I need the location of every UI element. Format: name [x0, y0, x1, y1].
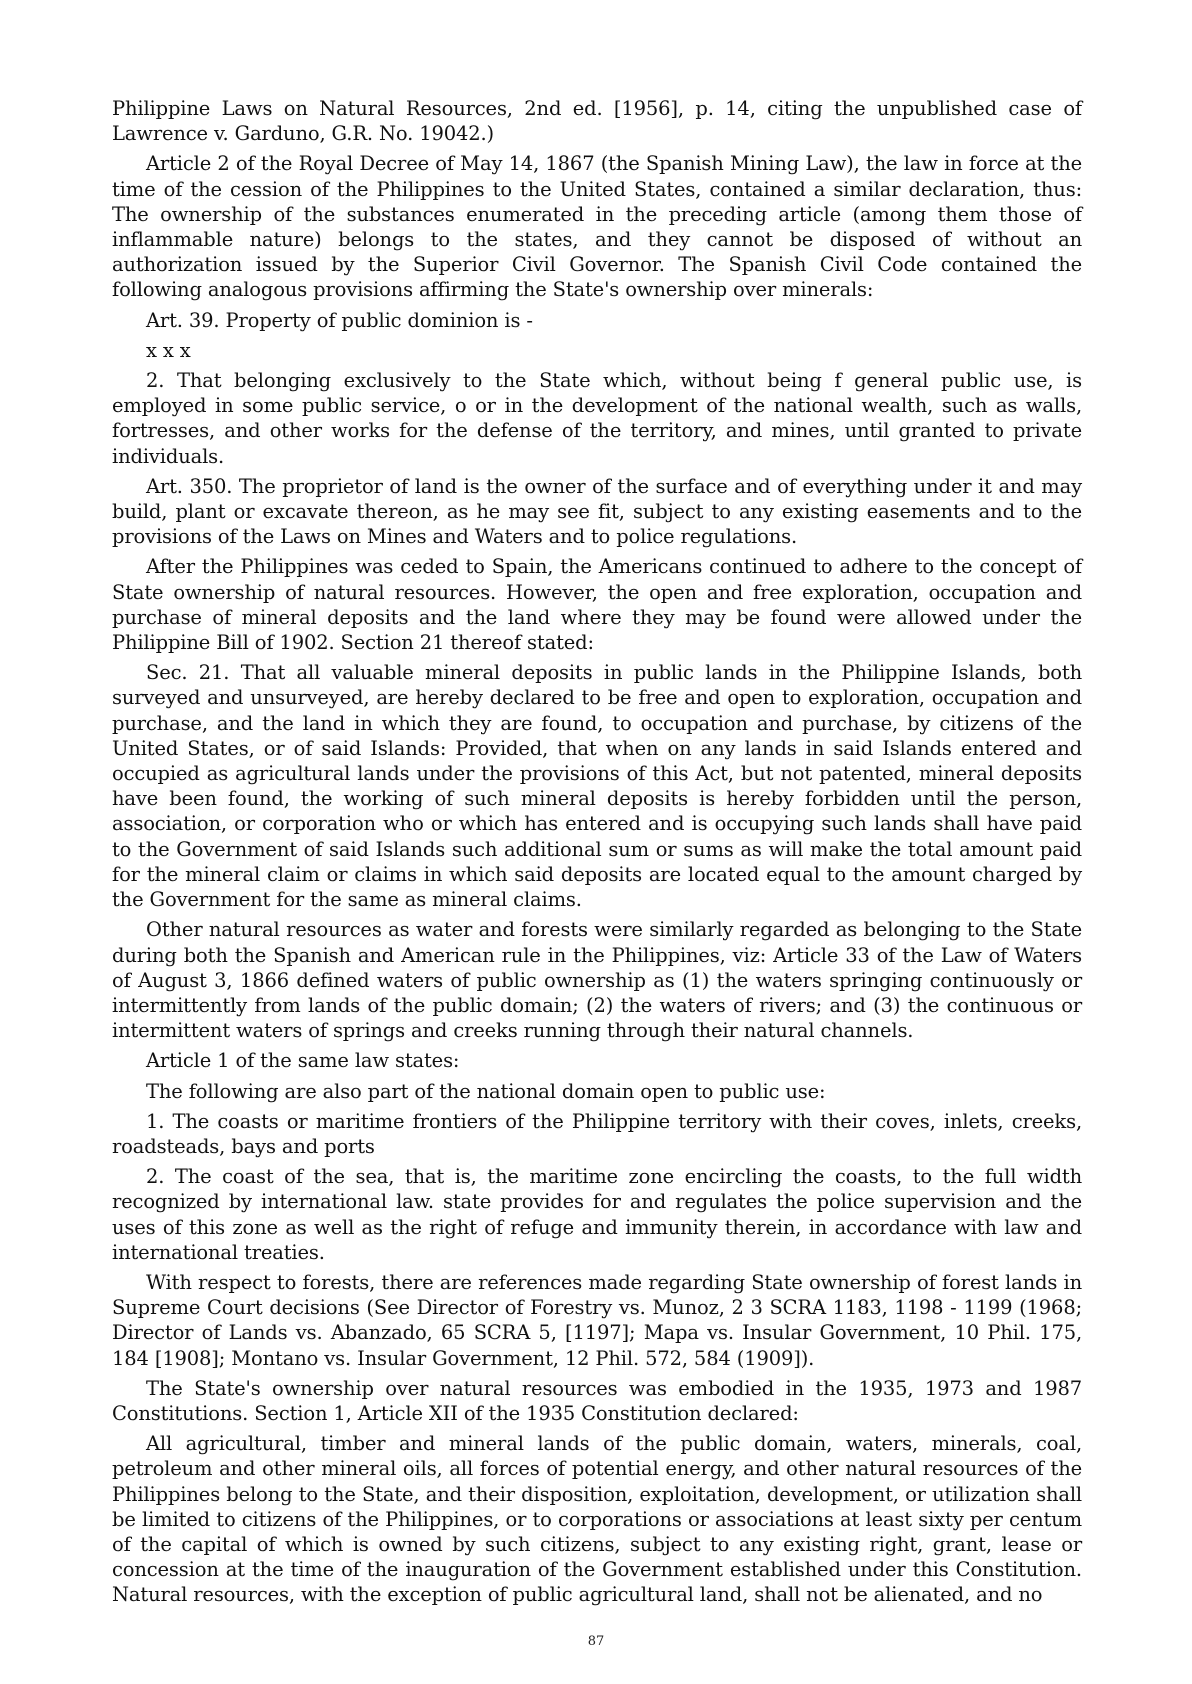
page-number: 87: [587, 1634, 605, 1649]
paragraph-ellipsis: x x x: [146, 338, 191, 362]
paragraph-article-1: Article 1 of the same law states:: [146, 1049, 460, 1073]
paragraph-american-rule: After the Philippines was ceded to Spain, the Americans continued to adhere to the concept of State ownership of natural resources. However, the open and free exploration, occupation and purchase of mineral deposits and the land where they may be found were allowed under the Philippine Bill of 1902. Section 21 thereof stated:: [112, 555, 1082, 655]
paragraph-sec-21: Sec. 21. That all valuable mineral deposits in public lands in the Philippine Islands, both surveyed and unsurveyed, are hereby declared to be free and open to exploration, occupation and purchase, and the land in which they are found, to occupation and purchase, by citizens of the United States, or of said Islands: Provided, that when on any lands in said Islands entered and occupied as agricultural lands under the provisions of this Act, but not patented, mineral deposits have been found, the working of such mineral deposits is hereby forbidden until the person, association, or corporation who or which has entered and is occupying such lands shall have paid to the Government of said Islands such additional sum or sums as will make the total amount paid for the mineral claim or claims in which said deposits are located equal to the amount charged by the Government for the same as mineral claims.: [112, 661, 1082, 912]
paragraph-1935-constitution-text: All agricultural, timber and mineral lands of the public domain, waters, minerals, coal, petroleum and other mineral oils, all forces of potential energy, and other natural resources of the Philippines belong to the State, and their disposition, exploitation, development, or utilization shall be limited to citizens of the Philippines, or to corporations or associations at least sixty per centum of the capital of which is owned by such citizens, subject to any existing right, grant, lease or concession at the time of the inauguration of the Government established under this Constitution. Natural resources, with the exception of public agricultural land, shall not be alienated, and no: [112, 1432, 1082, 1607]
paragraph-national-domain: The following are also part of the national domain open to public use:: [146, 1079, 826, 1103]
paragraph-art-350: Art. 350. The proprietor of land is the owner of the surface and of everything under it and may build, plant or excavate thereon, as he may see fit, subject to any existing easements and to the provisions of the Laws on Mines and Waters and to police regulations.: [112, 474, 1082, 549]
paragraph-constitutions: The State's ownership over natural resources was embodied in the 1935, 1973 and 1987 Constitutions. Section 1, Article XII of the 1935 Constitution declared:: [112, 1376, 1082, 1425]
paragraph-law-of-waters: Other natural resources as water and forests were similarly regarded as belonging to the State during both the Spanish and American rule in the Philippines, viz: Article 33 of the Law of Waters of August 3, 1866 defined waters of public ownership as (1) the waters springing continuously or intermittently from lands of the public domain; (2) the waters of rivers; and (3) the continuous or intermittent waters of springs and creeks running through their natural channels.: [112, 918, 1082, 1043]
paragraph-continuation: Philippine Laws on Natural Resources, 2nd ed. [1956], p. 14, citing the unpublished case of Lawrence v. Garduno, G.R. No. 19042.): [112, 97, 1082, 146]
paragraph-royal-decree: Article 2 of the Royal Decree of May 14, 1867 (the Spanish Mining Law), the law in force at the time of the cession of the Philippines to the United States, contained a similar declaration, thus: The ownership of the substances enumerated in the preceding article (among them those of inflammable nature) belongs to the states, and they cannot be disposed of without an authorization issued by the Superior Civil Governor. The Spanish Civil Code contained the following analogous provisions affirming the State's ownership over minerals:: [112, 152, 1082, 302]
page-body: [112, 96, 1082, 1613]
paragraph-forests: With respect to forests, there are references made regarding State ownership of forest lands in Supreme Court decisions (See Director of Forestry vs. Munoz, 2 3 SCRA 1183, 1198 - 1199 (1968; Director of Lands vs. Abanzado, 65 SCRA 5, [1197]; Mapa vs. Insular Government, 10 Phil. 175, 184 [1908]; Montano vs. Insular Government, 12 Phil. 572, 584 (1909]).: [112, 1270, 1082, 1370]
paragraph-art-39: Art. 39. Property of public dominion is -: [146, 308, 533, 332]
paragraph-item-2-coast-of-sea: 2. The coast of the sea, that is, the maritime zone encircling the coasts, to the full width recognized by international law. state provides for and regulates the police supervision and the uses of this zone as well as the right of refuge and immunity therein, in accordance with law and international treaties.: [112, 1165, 1082, 1264]
paragraph-item-1-coasts: 1. The coasts or maritime frontiers of the Philippine territory with their coves, inlets, creeks, roadsteads, bays and ports: [112, 1109, 1082, 1158]
paragraph-item-2-state-property: 2. That belonging exclusively to the State which, without being f general public use, is employed in some public service, o or in the development of the national wealth, such as walls, fortresses, and other works for the defense of the territory, and mines, until granted to private individuals.: [112, 369, 1082, 468]
